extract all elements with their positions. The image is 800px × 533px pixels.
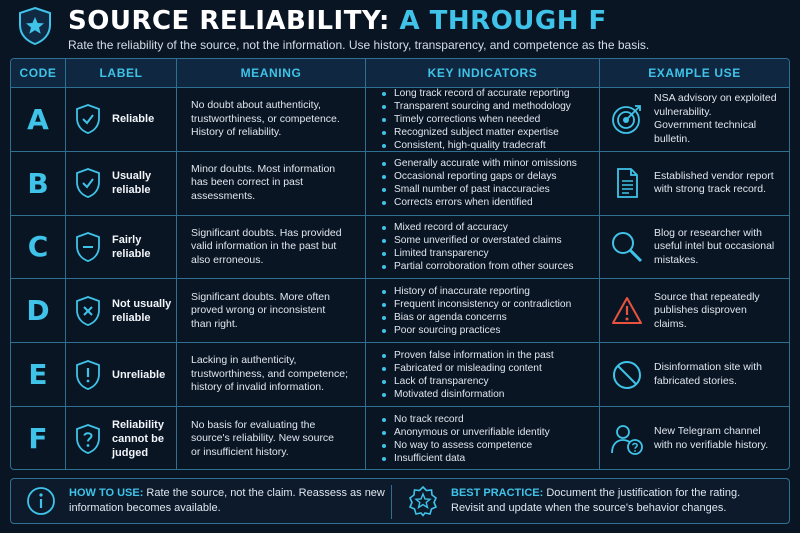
list-item: No track record xyxy=(380,413,550,426)
row-example-cell xyxy=(600,216,789,279)
shield-check-icon xyxy=(74,103,102,135)
list-item: Corrects errors when identified xyxy=(380,196,577,209)
list-item: Motivated disinformation xyxy=(380,388,554,401)
list-item: Limited transparency xyxy=(380,247,574,260)
title-main: SOURCE RELIABILITY: xyxy=(68,6,390,36)
list-item: Some unverified or overstated claims xyxy=(380,234,574,247)
how-to-use-line1: Rate the source, not the claim. Reassess as new xyxy=(146,487,385,499)
footer-divider xyxy=(391,485,392,519)
prohibited-icon xyxy=(610,358,644,392)
row-example-cell xyxy=(600,279,789,342)
list-item: Lack of transparency xyxy=(380,375,554,388)
header xyxy=(0,0,800,58)
list-item: Small number of past inaccuracies xyxy=(380,183,577,196)
magnifier-icon xyxy=(610,230,644,264)
row-indicators xyxy=(366,343,600,406)
row-label: Usually reliable xyxy=(112,170,152,197)
row-meaning: Significant doubts. More often proved wrong or inconsistent than right. xyxy=(177,279,366,342)
list-item: Mixed record of accuracy xyxy=(380,221,574,234)
title-accent: A THROUGH F xyxy=(399,6,607,36)
list-item: Generally accurate with minor omissions xyxy=(380,157,577,170)
document-icon xyxy=(610,166,644,200)
row-example: Disinformation site with fabricated stories. xyxy=(654,361,762,387)
warning-triangle-icon xyxy=(610,294,644,328)
shield-check-icon xyxy=(74,167,102,199)
best-practice-line2: Revisit and update when the source's behavior changes. xyxy=(451,502,727,514)
how-to-use-line2: information becomes available. xyxy=(69,502,221,514)
row-indicators xyxy=(366,279,600,342)
list-item: Frequent inconsistency or contradiction xyxy=(380,298,571,311)
best-practice-line1: Document the justification for the rating. xyxy=(546,487,741,499)
row-code: F xyxy=(11,407,66,470)
list-item: Partial corroboration from other sources xyxy=(380,260,574,273)
row-example-cell xyxy=(600,88,789,151)
shield-x-icon xyxy=(74,295,102,327)
badge-star-icon xyxy=(407,485,439,517)
how-to-use-block xyxy=(25,479,385,523)
how-to-use-heading: HOW TO USE: xyxy=(69,487,144,499)
reliability-table xyxy=(10,58,790,470)
column-header-meaning: MEANING xyxy=(177,59,366,87)
list-item: Long track record of accurate reporting xyxy=(380,87,571,100)
row-example: NSA advisory on exploited vulnerability. Government technical bulletin. xyxy=(654,92,777,145)
best-practice-text xyxy=(451,486,740,516)
table-row xyxy=(11,407,789,470)
table-header xyxy=(11,59,789,88)
list-item: Timely corrections when needed xyxy=(380,113,571,126)
row-label: Unreliable xyxy=(112,368,166,381)
row-example-cell xyxy=(600,407,789,470)
list-item: Poor sourcing practices xyxy=(380,324,571,337)
list-item: No way to assess competence xyxy=(380,439,550,452)
row-code: C xyxy=(11,216,66,279)
row-label-cell xyxy=(66,407,177,470)
subtitle: Rate the reliability of the source, not the information. Use history, transparency, and competence as the basis. xyxy=(68,38,650,52)
target-icon xyxy=(610,102,644,136)
row-meaning: No basis for evaluating the source's reliability. New source or insufficient history. xyxy=(177,407,366,470)
shield-question-icon xyxy=(74,423,102,455)
best-practice-block xyxy=(407,479,740,523)
table-row xyxy=(11,88,789,152)
list-item: Fabricated or misleading content xyxy=(380,362,554,375)
row-example: Blog or researcher with useful intel but occasional mistakes. xyxy=(654,226,775,266)
row-example: Established vendor report with strong track record. xyxy=(654,169,774,196)
table-row xyxy=(11,216,789,280)
row-indicators xyxy=(366,152,600,215)
row-label-cell xyxy=(66,152,177,215)
row-indicators xyxy=(366,407,600,470)
list-item: Insufficient data xyxy=(380,452,550,465)
shield-minus-icon xyxy=(74,231,102,263)
best-practice-heading: BEST PRACTICE: xyxy=(451,487,544,499)
row-label-cell xyxy=(66,279,177,342)
footer xyxy=(10,478,790,524)
list-item: History of inaccurate reporting xyxy=(380,285,571,298)
user-question-icon xyxy=(610,422,644,456)
how-to-use-text xyxy=(69,486,385,516)
row-meaning: No doubt about authenticity, trustworthiness, or competence. History of reliability. xyxy=(177,88,366,151)
row-label: Fairly reliable xyxy=(112,233,151,260)
row-code: B xyxy=(11,152,66,215)
row-code: D xyxy=(11,279,66,342)
row-label: Reliability cannot be judged xyxy=(112,418,164,459)
row-indicators xyxy=(366,216,600,279)
row-label: Reliable xyxy=(112,113,155,126)
list-item: Anonymous or unverifiable identity xyxy=(380,426,550,439)
page-title xyxy=(68,4,607,38)
row-code: E xyxy=(11,343,66,406)
row-example-cell xyxy=(600,152,789,215)
row-example: New Telegram channel with no verifiable history. xyxy=(654,425,769,451)
row-meaning: Significant doubts. Has provided valid information in the past but also erroneous. xyxy=(177,216,366,279)
list-item: Bias or agenda concerns xyxy=(380,311,571,324)
shield-exclamation-icon xyxy=(74,359,102,391)
row-label-cell xyxy=(66,216,177,279)
table-row xyxy=(11,343,789,407)
list-item: Recognized subject matter expertise xyxy=(380,126,571,139)
list-item: Transparent sourcing and methodology xyxy=(380,100,571,113)
row-meaning: Minor doubts. Most information has been correct in past assessments. xyxy=(177,152,366,215)
table-row xyxy=(11,279,789,343)
column-header-label: LABEL xyxy=(66,59,177,87)
row-label: Not usually reliable xyxy=(112,297,172,324)
row-indicators xyxy=(366,88,600,151)
table-row xyxy=(11,152,789,216)
list-item: Proven false information in the past xyxy=(380,349,554,362)
column-header-example: EXAMPLE USE xyxy=(648,66,741,80)
row-meaning: Lacking in authenticity, trustworthiness, and competence; history of invalid information. xyxy=(177,343,366,406)
row-example-cell xyxy=(600,343,789,406)
column-header-code: CODE xyxy=(11,59,66,87)
row-code: A xyxy=(11,88,66,151)
list-item: Consistent, high-quality tradecraft xyxy=(380,139,571,152)
column-header-indicators: KEY INDICATORS xyxy=(366,59,600,87)
info-circle-icon xyxy=(25,485,57,517)
row-example: Source that repeatedly publishes disproven claims. xyxy=(654,290,760,330)
row-label-cell xyxy=(66,343,177,406)
row-label-cell xyxy=(66,88,177,151)
list-item: Occasional reporting gaps or delays xyxy=(380,170,577,183)
shield-star-icon xyxy=(17,6,53,46)
